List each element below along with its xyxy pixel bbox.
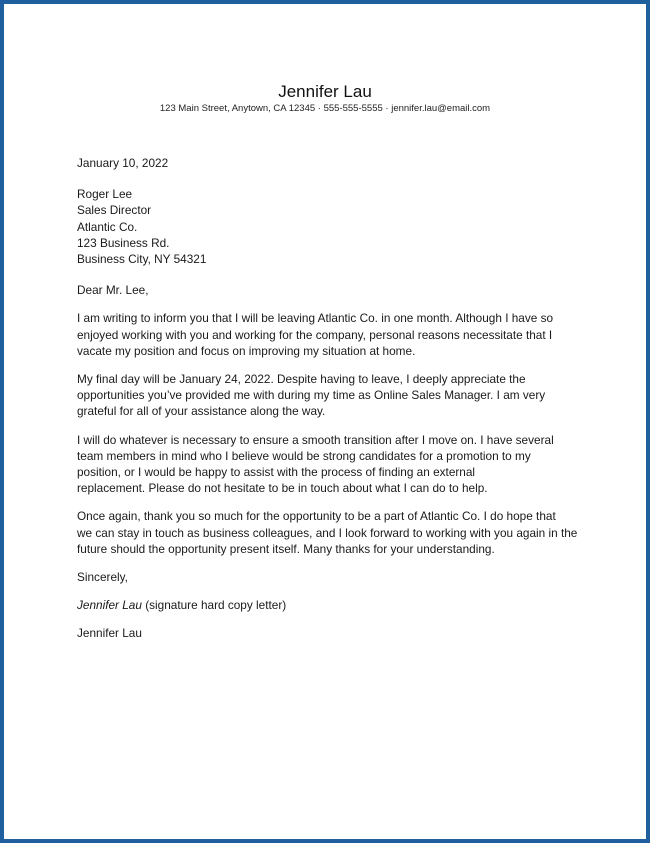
recipient-name: Roger Lee <box>77 187 133 202</box>
signature-note: (signature hard copy letter) <box>141 598 287 613</box>
paragraph-line: vacate my position and focus on improving my situation at home. <box>77 343 416 358</box>
paragraph-1 <box>77 310 582 359</box>
closing: Sincerely, <box>77 570 128 585</box>
paragraph-line: position, or I would be happy to assist with the process of finding an external <box>77 465 476 480</box>
sender-heading-name: Jennifer Lau <box>278 82 372 101</box>
paragraph-line: opportunities you’ve provided me with during my time as Online Sales Manager. I am very <box>77 388 546 403</box>
recipient-title: Sales Director <box>77 203 152 218</box>
paragraph-line: replacement. Please do not hesitate to be in touch about what I can do to help. <box>77 481 488 496</box>
salutation: Dear Mr. Lee, <box>77 283 149 298</box>
recipient-city: Business City, NY 54321 <box>77 252 207 267</box>
paragraph-line: I will do whatever is necessary to ensure a smooth transition after I move on. I have several <box>77 432 554 447</box>
paragraph-3 <box>77 432 582 497</box>
paragraph-line: team members in mind who I believe would be strong candidates for a promotion to my <box>77 448 531 463</box>
paragraph-2 <box>77 371 582 420</box>
signature-line <box>77 597 582 613</box>
recipient-company: Atlantic Co. <box>77 219 138 234</box>
paragraph-line: Once again, thank you so much for the opportunity to be a part of Atlantic Co. I do hope that <box>77 509 556 524</box>
letter-date: January 10, 2022 <box>77 156 169 170</box>
letter-body <box>77 155 582 642</box>
paragraph-line: grateful for all of your assistance along the way. <box>77 404 326 419</box>
paragraph-4 <box>77 508 582 557</box>
paragraph-line: future should the opportunity present itself. Many thanks for your understanding. <box>77 541 495 556</box>
paragraph-line: we can stay in touch as business colleagues, and I look forward to working with you again in the <box>77 525 578 540</box>
paragraph-line: My final day will be January 24, 2022. Despite having to leave, I deeply appreciate the <box>77 372 526 387</box>
sender-typed-name: Jennifer Lau <box>77 626 142 641</box>
recipient-block <box>77 186 582 267</box>
recipient-street: 123 Business Rd. <box>77 235 170 250</box>
paragraph-line: enjoyed working with you and working for the company, personal reasons necessitate that I <box>77 327 553 342</box>
signature-name: Jennifer Lau <box>77 598 142 613</box>
sender-contact-line: 123 Main Street, Anytown, CA 12345 · 555-555-5555 · jennifer.lau@email.com <box>159 103 491 114</box>
paragraph-line: I am writing to inform you that I will be leaving Atlantic Co. in one month. Although I have so <box>77 311 554 326</box>
